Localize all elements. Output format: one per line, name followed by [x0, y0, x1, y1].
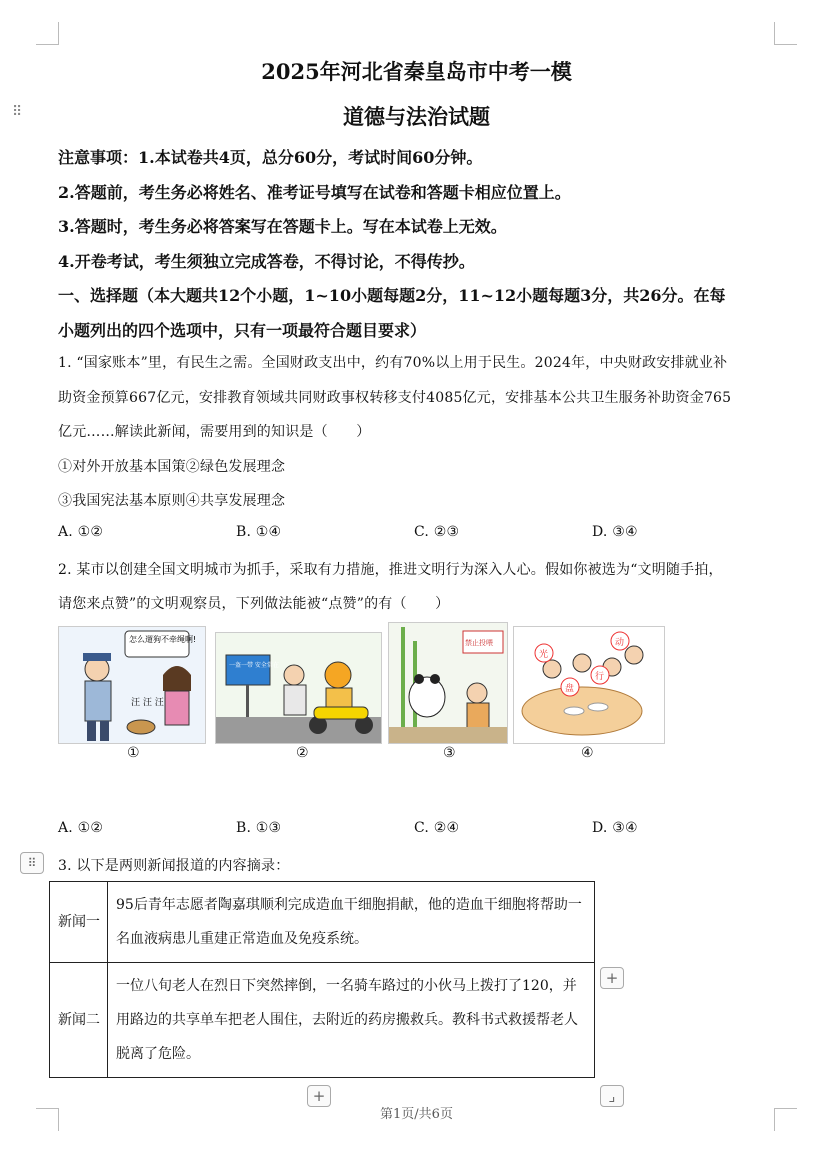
q1-option-b: B. ①④ [236, 524, 282, 540]
news-content-2: 一位八旬老人在烈日下突然摔倒，一名骑车路过的小伙马上拨打了120，并用路边的共享单车把老人围住，去附近的药房搬救兵。教科书式救援帮老人脱离了危险。 [108, 963, 595, 1078]
q1-option-d: D. ③④ [592, 524, 638, 540]
add-column-button[interactable]: + [600, 967, 624, 989]
note-3: 3.答题时，考生务必将答案写在答题卡上。写在本试卷上无效。 [58, 217, 507, 236]
q2-option-d: D. ③④ [592, 820, 638, 836]
helmet-sign-text: 一盔一带 安全常在 [229, 662, 279, 669]
q1-item: ①对外开放基本国策②绿色发展理念 [58, 459, 286, 475]
bark-sound: 汪 汪 汪 [131, 698, 164, 708]
q1-stem: 助资金预算667亿元，安排教育领域共同财政事权转移支付4085亿元，安排基本公共卫生服务补助资金765 [58, 390, 732, 406]
drag-handle-icon[interactable]: ⠿ [12, 104, 23, 120]
q2-option-c: C. ②④ [414, 820, 460, 836]
cartoon-dog-walking [58, 626, 206, 744]
section-heading-cont: 小题列出的四个选项中，只有一项最符合题目要求） [58, 321, 427, 340]
picture-2-caption: ② [296, 745, 309, 761]
page-corner-mark [774, 22, 797, 45]
speech-bubble-text: 怎么遛狗不牵绳啊! [129, 635, 197, 644]
page-title: 2025年河北省秦皇岛市中考一模 [261, 59, 572, 84]
page-corner-mark [36, 22, 59, 45]
note-2: 2.答题前，考生务必将姓名、准考证号填写在试卷和答题卡相应位置上。 [58, 183, 571, 202]
news-header-1: 新闻一 [50, 882, 108, 963]
news-header-2: 新闻二 [50, 963, 108, 1078]
news-content-1: 95后青年志愿者陶嘉琪顺利完成造血干细胞捐献，他的造血干细胞将帮助一名血液病患儿重建正常造血及免疫系统。 [108, 882, 595, 963]
cartoon-panda-feeding [388, 622, 508, 744]
q1-option-a: A. ①② [58, 524, 104, 540]
slogan-char: 动 [615, 638, 625, 648]
table-row [50, 963, 595, 1078]
q1-item: ③我国宪法基本原则④共享发展理念 [58, 493, 286, 509]
picture-4-caption: ④ [581, 745, 594, 761]
note-1: 注意事项：1.本试卷共4页，总分60分，考试时间60分钟。 [58, 148, 483, 167]
q2-option-b: B. ①③ [236, 820, 282, 836]
q2-option-a: A. ①② [58, 820, 104, 836]
cartoon-clean-plate [513, 626, 665, 744]
picture-3-caption: ③ [443, 745, 456, 761]
slogan-char: 光 [539, 650, 549, 660]
slogan-char: 行 [595, 672, 605, 682]
table-row [50, 882, 595, 963]
picture-1-caption: ① [127, 745, 140, 761]
drag-handle-icon[interactable]: ⠿ [20, 852, 44, 874]
add-row-button[interactable]: + [307, 1085, 331, 1107]
note-4: 4.开卷考试，考生须独立完成答卷，不得讨论，不得传抄。 [58, 252, 475, 271]
q1-option-c: C. ②③ [414, 524, 460, 540]
q1-stem: 1. “国家账本”里，有民生之需。全国财政支出中，约有70%以上用于民生。2024年，中央财政安排就业补 [58, 355, 728, 371]
q1-stem: 亿元……解读此新闻，需要用到的知识是（ ） [58, 424, 371, 440]
page-subtitle: 道德与法治试题 [343, 104, 490, 129]
page-number: 第1页/共6页 [380, 1107, 453, 1122]
news-table [49, 881, 595, 1078]
q2-stem: 2. 某市以创建全国文明城市为抓手，采取有力措施，推进文明行为深入人心。假如你被选为“文明随手拍， [58, 562, 723, 578]
q2-stem: 请您来点赞”的文明观察员，下列做法能被“点赞”的有（ ） [58, 596, 450, 612]
cartoon-traffic-police [215, 632, 382, 744]
section-heading: 一、选择题（本大题共12个小题，1~10小题每题2分，11~12小题每题3分，共26分。在每 [58, 286, 726, 305]
resize-table-icon[interactable]: ⌟ [600, 1085, 624, 1107]
slogan-char: 盘 [565, 684, 575, 694]
q3-stem: 3. 以下是两则新闻报道的内容摘录： [58, 858, 290, 874]
no-feeding-sign: 禁止投喂 [465, 639, 493, 647]
